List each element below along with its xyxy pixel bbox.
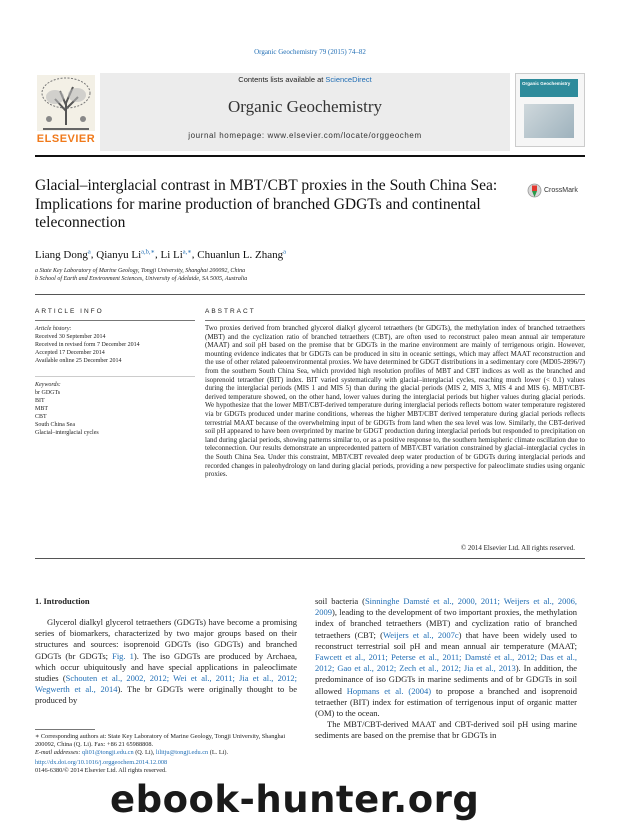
article-title: Glacial–interglacial contrast in MBT/CBT proxies in the South China Sea: Implications for marine production of branched GDGTs and continental teleconnection <box>35 177 498 231</box>
citation-link[interactable]: Fawcett et al., 2011; Peterse et al., 2011; Damsté et al., 2012; Das et al., 2012; Gao et al., 2012; Zech et al., 2012; Jia et al., 2013 <box>315 652 577 674</box>
history-item: Received in revised form 7 December 2014 <box>35 342 140 348</box>
citation-link[interactable]: Hopmans et al. (2004) <box>346 685 432 696</box>
masthead-band <box>100 73 510 151</box>
issn-line: 0146-6380/© 2014 Elsevier Ltd. All rights reserved. <box>35 767 167 774</box>
cover-title: Organic Geochemistry <box>522 81 571 86</box>
citation-link[interactable]: Sinninghe Damsté et al., 2000, 2011; Weijers et al., 2006, 2009 <box>315 596 577 618</box>
email-link[interactable]: lilitju@tongji.edu.cn <box>155 749 209 756</box>
crossmark-label: CrossMark <box>544 187 578 194</box>
author[interactable]: Chuanlun L. Zhang$^a$ <box>197 248 286 261</box>
history-item: Available online 25 December 2014 <box>35 358 122 364</box>
citation-link[interactable]: Weijers et al., 2007c <box>382 629 459 640</box>
contents-prefix: Contents lists available at <box>238 75 326 84</box>
figure-link[interactable]: Fig. 1 <box>112 650 134 661</box>
masthead <box>35 73 585 151</box>
author[interactable]: Liang Dong$^a$ <box>35 248 91 261</box>
body-column-right: soil bacteria (Sinninghe Damsté et al., 2000, 2011; Weijers et al., 2006, 2009), leading to the development of two important proxies, the methylation index of branched tetraethers (MBT) and cyclization ratio of branched tetraethers (CBT; (Weijers et al., 2007c) that have been widely used to reconstruct terrestrial soil pH and mean annual air temperature (MAAT; Fawcett et al., 2011; Peterse et al., 2011; Damsté et al., 2012; Das et al., 2012; Gao et al., 2012; Zech et al., 2012; Jia et al., 2013). In addition, the predominance of iso GDGTs in marine sediments and of br GDGTs in soil allowed Hopmans et al. (2004) to propose a branched and isoprenoid tetraether (BIT) index for estimation of terrigenous input of organic matter (OM) to the ocean. The MBT/CBT-derived MAAT and CBT-derived soil pH using marine sediments are based on the premise that br GDGTs in <box>315 596 577 741</box>
article-info-heading: ARTICLE INFO <box>35 308 104 315</box>
doi-block <box>35 759 167 775</box>
header-divider <box>35 155 585 157</box>
keyword: CBT <box>35 414 47 420</box>
keyword: BIT <box>35 398 45 404</box>
body-column-left: Glycerol dialkyl glycerol tetraethers (GDGTs) have become a promising series of biomarkers, characterized by two major groups based on their structures and sources: isoprenoid GDGTs (iso GDGTs) and branched GDGTs (br GDGTs; Fig. 1). The iso GDGTs are produced by Archaea, which occur ubiquitously and have special applications in paleoclimate studies (Schouten et al., 2002, 2012; Wei et al., 2011; Jia et al., 2012; Wegwerth et al., 2014). The br GDGTs were originally thought to be produced by <box>35 617 297 706</box>
journal-cover-thumbnail <box>515 73 585 147</box>
affiliation: a State Key Laboratory of Marine Geology, Tongji University, Shanghai 200092, China <box>35 268 246 274</box>
sciencedirect-link[interactable]: ScienceDirect <box>325 75 372 84</box>
section-divider <box>35 558 585 559</box>
corresponding-author-footnote: ∗ Corresponding authors at: State Key Laboratory of Marine Geology, Tongji University, Shanghai 200092, China (Q. Li). Fax: +86 21 65988808. E-mail addresses: qli01@tongji.edu.cn (Q. Li), lilitju@tongji.edu.cn (L. Li). <box>35 733 286 756</box>
paragraph: The MBT/CBT-derived MAAT and CBT-derived soil pH using marine sediments are based on the premise that br GDGTs in <box>315 719 577 741</box>
keyword: Glacial–interglacial cycles <box>35 430 99 436</box>
journal-title: Organic Geochemistry <box>227 97 383 116</box>
journal-citation[interactable]: Organic Geochemistry 79 (2015) 74–82 <box>254 48 366 56</box>
keyword: South China Sea <box>35 422 75 428</box>
citation-link[interactable]: Schouten et al., 2002, 2012; Wei et al., 2011; Jia et al., 2012; Wegwerth et al., 2014 <box>35 673 297 695</box>
affiliation: b School of Earth and Environment Sciences, University of Adelaide, SA 5005, Australia <box>35 276 248 282</box>
abstract-copyright: © 2014 Elsevier Ltd. All rights reserved. <box>460 544 575 552</box>
doi-link[interactable]: http://dx.doi.org/10.1016/j.orggeochem.2014.12.008 <box>35 759 168 766</box>
keyword: MBT <box>35 406 49 412</box>
history-item: Accepted 17 December 2014 <box>35 350 105 356</box>
history-item: Received 30 September 2014 <box>35 334 106 340</box>
affiliations <box>35 267 247 283</box>
section-heading-introduction: 1. Introduction <box>35 596 90 606</box>
email-link[interactable]: qli01@tongji.edu.cn <box>82 749 134 756</box>
author-list: Liang Dong$^a$, Qianyu $Li^{a,b,∗}$, Li $Li^{a,∗}$, Chuanlun L. Zhang$^a$ <box>35 248 286 261</box>
journal-homepage-link[interactable]: journal homepage: www.elsevier.com/locate/orggeochem <box>188 131 422 140</box>
history-label: Article history: <box>35 326 72 332</box>
crossmark-icon <box>527 183 542 201</box>
author[interactable]: Li $Li^{a,∗}$ <box>160 248 192 261</box>
publisher-wordmark: ELSEVIER <box>36 133 96 145</box>
abstract-heading: ABSTRACT <box>205 308 256 315</box>
crossmark-button[interactable] <box>527 183 587 203</box>
contents-line <box>100 75 510 84</box>
watermark: ebook-hunter.org <box>110 778 480 821</box>
author[interactable]: Qianyu $Li^{a,b,∗}$ <box>96 248 155 261</box>
keywords <box>35 381 195 437</box>
keywords-label: Keywords: <box>35 382 61 388</box>
abstract-text: Two proxies derived from branched glycerol dialkyl glycerol tetraethers (br GDGTs), the methylation index of branched tetraethers (MBT) and the cyclization ratio of branched tetraethers (CBT), are often used to reconstruct paleo mean annual air temperature (MAAT) and soil pH based on the premise that br GDGTs in the marine environment are mainly of terrigenous origin. However, mounting evidence indicates that br GDGTs can be produced in situ in oceanic settings, which may affect MAAT reconstruction and the use of other related paleoenvironmental proxies. We have determined br GDGT distributions in a sedimentary core (MD05-2896/7) from the southern South China Sea, which provided high resolution profiles of MBT and CBT indices as well as the branched and isoprenoid tetraether (BIT) index. BIT varied systematically with glacial–interglacial cycles, reaching much lower (< 0.1) values during the interglacial periods (MIS 1 and MIS 5) than during the glacial periods (MIS 2, MIS 3, MIS 4 and MIS 6). MBT/CBT-derived temperature showed, on the other hand, lower values during the interglacial periods but higher values during glacial periods. We hypothesize that the lower MBT/CBT-derived temperature during interglacial periods reflects bottom water temperature registered via br GDGTs produced under marine conditions, whereas the higher MBT/CBT derived temperature during glacial periods reflects terrestrial MAAT because of the overwhelming input of br GDGTs from land when the sea level was low. Similarly, the CBT-derived soil pH appeared to have been overprinted by marine br GDGT production during interglacial periods but responded to precipitation on land during glacial periods, showing patterns similar to, or as a positive response to, the southern hemispheric climate oscillation due to teleconnection. Our results demonstrate an unprecedented pattern of MBT/CBT variation constrained by glacial–interglacial cycles in the South China Sea. Under this constraint, MBT/CBT revealed deep water production of br GDGTs during interglacial periods and recorded changes in paleohydrology on land during glacial periods, providing a new perspective for paleoclimate studies using organic proxies. <box>205 324 585 479</box>
section-divider <box>35 294 585 295</box>
keyword: br GDGTs <box>35 390 61 396</box>
article-history <box>35 325 195 365</box>
